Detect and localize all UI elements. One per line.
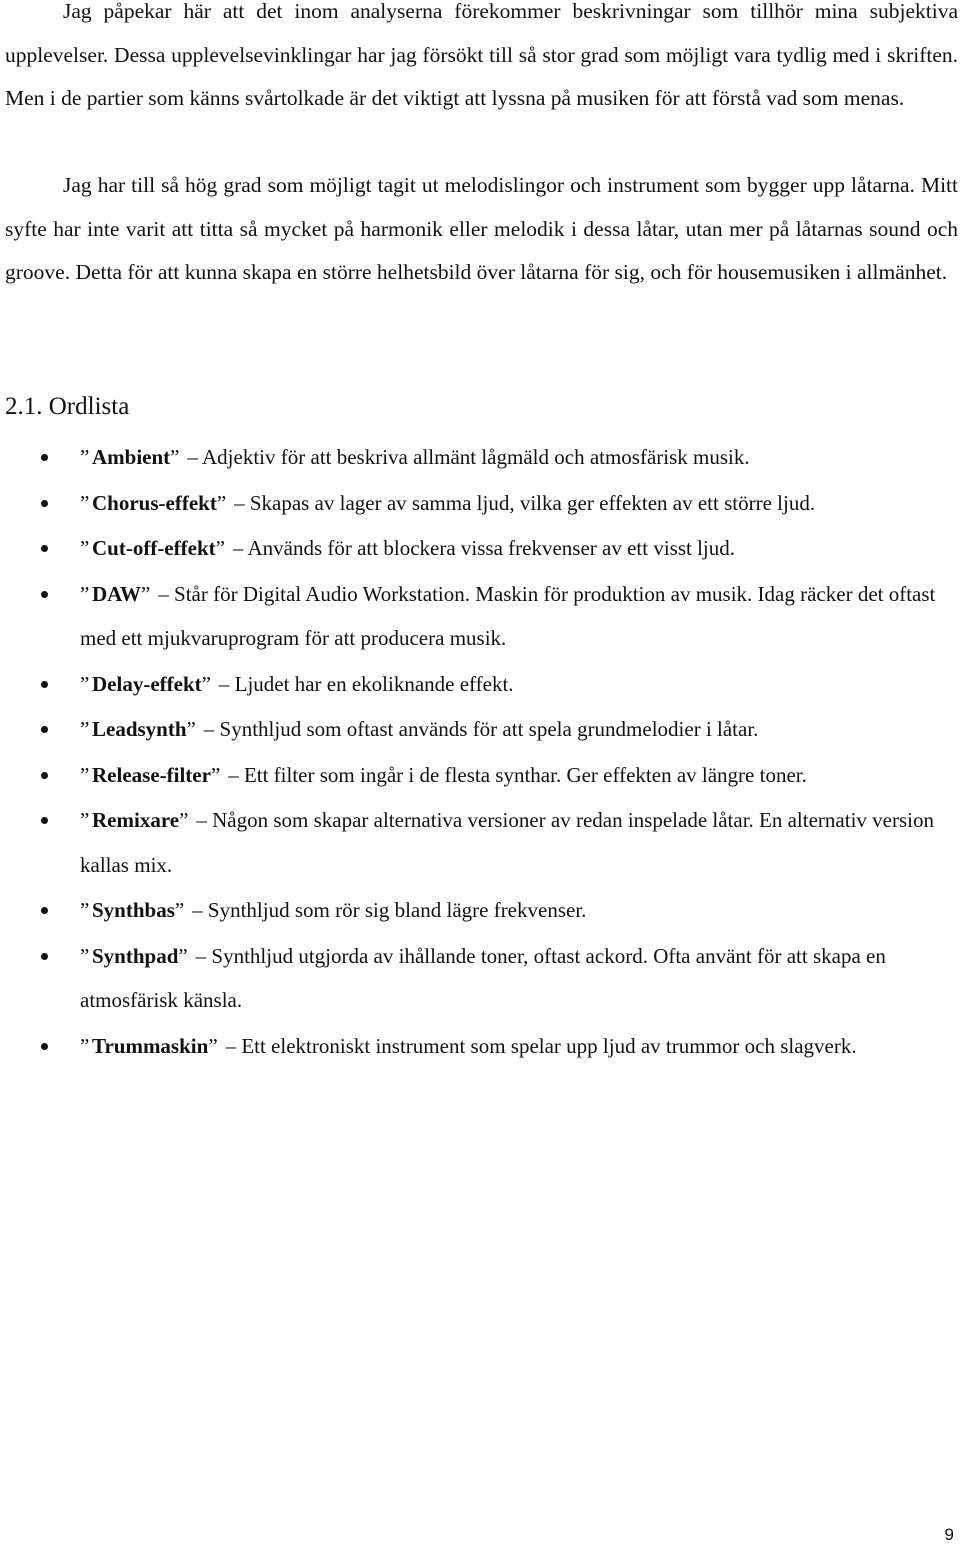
bullet-icon (41, 907, 48, 914)
section-heading: 2.1. Ordlista (5, 393, 130, 420)
bullet-icon (41, 591, 48, 598)
glossary-definition: Står för Digital Audio Workstation. Maskin för produktion av musik. Idag räcker det oftast med ett mjukvaruprogram för att producera musik. (80, 581, 936, 650)
dash: – (232, 536, 244, 560)
bullet-icon (41, 454, 48, 461)
quote-mark: ” (80, 445, 90, 469)
quote-mark: ” (201, 671, 211, 696)
glossary-entry (0, 934, 960, 1023)
glossary-term: Release-filter (92, 762, 211, 787)
glossary-entry (0, 1024, 960, 1069)
bullet-icon (41, 817, 48, 824)
bullet-icon (41, 726, 48, 733)
glossary-term: Cut-off-effekt (92, 536, 216, 560)
glossary-definition: Ett elektroniskt instrument som spelar upp ljud av trummor och slagverk. (241, 1033, 857, 1058)
glossary-term: Remixare (92, 808, 180, 832)
dash: – (234, 490, 245, 515)
glossary-definition: Synthljud som oftast används för att spela grundmelodier i låtar. (219, 717, 759, 741)
bullet-icon (41, 545, 48, 552)
glossary-entry (0, 662, 960, 707)
glossary-entry (0, 707, 960, 752)
glossary-definition: Ett filter som ingår i de flesta synthar. Ger effekten av längre toner. (243, 762, 807, 787)
glossary-entry (0, 888, 960, 933)
dash: – (218, 671, 230, 696)
quote-mark: ” (80, 1033, 90, 1058)
quote-mark: ” (141, 581, 151, 606)
quote-mark: ” (80, 762, 90, 787)
glossary-definition: Adjektiv för att beskriva allmänt lågmäld och atmosfärisk musik. (202, 445, 750, 469)
page-number: 9 (944, 1525, 954, 1544)
glossary-definition: Synthljud utgjorda av ihållande toner, oftast ackord. Ofta använt för att skapa en atmosfärisk känsla. (80, 943, 886, 1012)
glossary-entry (0, 798, 960, 887)
quote-mark: ” (179, 808, 189, 832)
glossary-definition: Synthljud som rör sig bland lägre frekvenser. (207, 898, 587, 922)
quote-mark: ” (80, 490, 90, 515)
dash: – (195, 943, 207, 968)
glossary-list (0, 435, 960, 1069)
glossary-term: Trummaskin (92, 1033, 209, 1058)
quote-mark: ” (80, 671, 90, 696)
glossary-definition: Ljudet har en ekoliknande effekt. (234, 671, 514, 696)
glossary-term: DAW (92, 581, 142, 606)
quote-mark: ” (80, 581, 90, 606)
glossary-term: Delay-effekt (92, 671, 202, 696)
bullet-icon (41, 500, 48, 507)
quote-mark: ” (210, 762, 221, 787)
glossary-term: Synthbas (92, 898, 175, 922)
glossary-term: Ambient (92, 445, 171, 469)
quote-mark: ” (80, 898, 90, 922)
quote-mark: ” (216, 490, 227, 515)
quote-mark: ” (186, 717, 196, 741)
glossary-entry (0, 481, 960, 526)
quote-mark: ” (80, 808, 90, 832)
quote-mark: ” (178, 943, 188, 968)
body-paragraph: Jag påpekar här att det inom analyserna förekommer beskrivningar som tillhör mina subjektiva upplevelser. Dessa upplevelsevinklingar har jag försökt till så stor grad som möjligt vara tydlig med i skriften. Men i de partier som känns svårtolkade är det viktigt att lyssna på musiken för att förstå vad som menas. (5, 0, 958, 110)
glossary-entry (0, 753, 960, 798)
dash: – (192, 898, 203, 922)
glossary-term: Leadsynth (92, 717, 187, 741)
glossary-entry (0, 435, 960, 480)
quote-mark: ” (174, 898, 185, 922)
quote-mark: ” (80, 536, 90, 560)
glossary-definition: Skapas av lager av samma ljud, vilka ger effekten av ett större ljud. (249, 490, 816, 515)
bullet-icon (41, 772, 48, 779)
dash: – (187, 445, 198, 469)
quote-mark: ” (170, 445, 180, 469)
quote-mark: ” (208, 1033, 218, 1058)
body-paragraph: Jag har till så hög grad som möjligt tagit ut melodislingor och instrument som bygger upp låtarna. Mitt syfte har inte varit att titta så mycket på harmonik eller melodik i dessa låtar, utan mer på låtarnas sound och groove. Detta för att kunna skapa en större helhetsbild över låtarna för sig, och för housemusiken i allmänhet. (5, 173, 958, 284)
glossary-entry (0, 526, 960, 571)
quote-mark: ” (80, 943, 90, 968)
glossary-term: Synthpad (92, 943, 179, 968)
dash: – (225, 1033, 237, 1058)
dash: – (158, 581, 169, 606)
glossary-definition: Någon som skapar alternativa versioner av redan inspelade låtar. En alternativ version kallas mix. (80, 808, 934, 877)
quote-mark: ” (215, 536, 225, 560)
bullet-icon (41, 681, 48, 688)
dash: – (196, 808, 207, 832)
glossary-term: Chorus-effekt (92, 490, 217, 515)
dash: – (228, 762, 239, 787)
glossary-definition: Används för att blockera vissa frekvenser av ett visst ljud. (247, 536, 736, 560)
dash: – (203, 717, 215, 741)
glossary-entry (0, 572, 960, 661)
quote-mark: ” (80, 717, 90, 741)
bullet-icon (41, 1043, 48, 1050)
bullet-icon (41, 953, 48, 960)
